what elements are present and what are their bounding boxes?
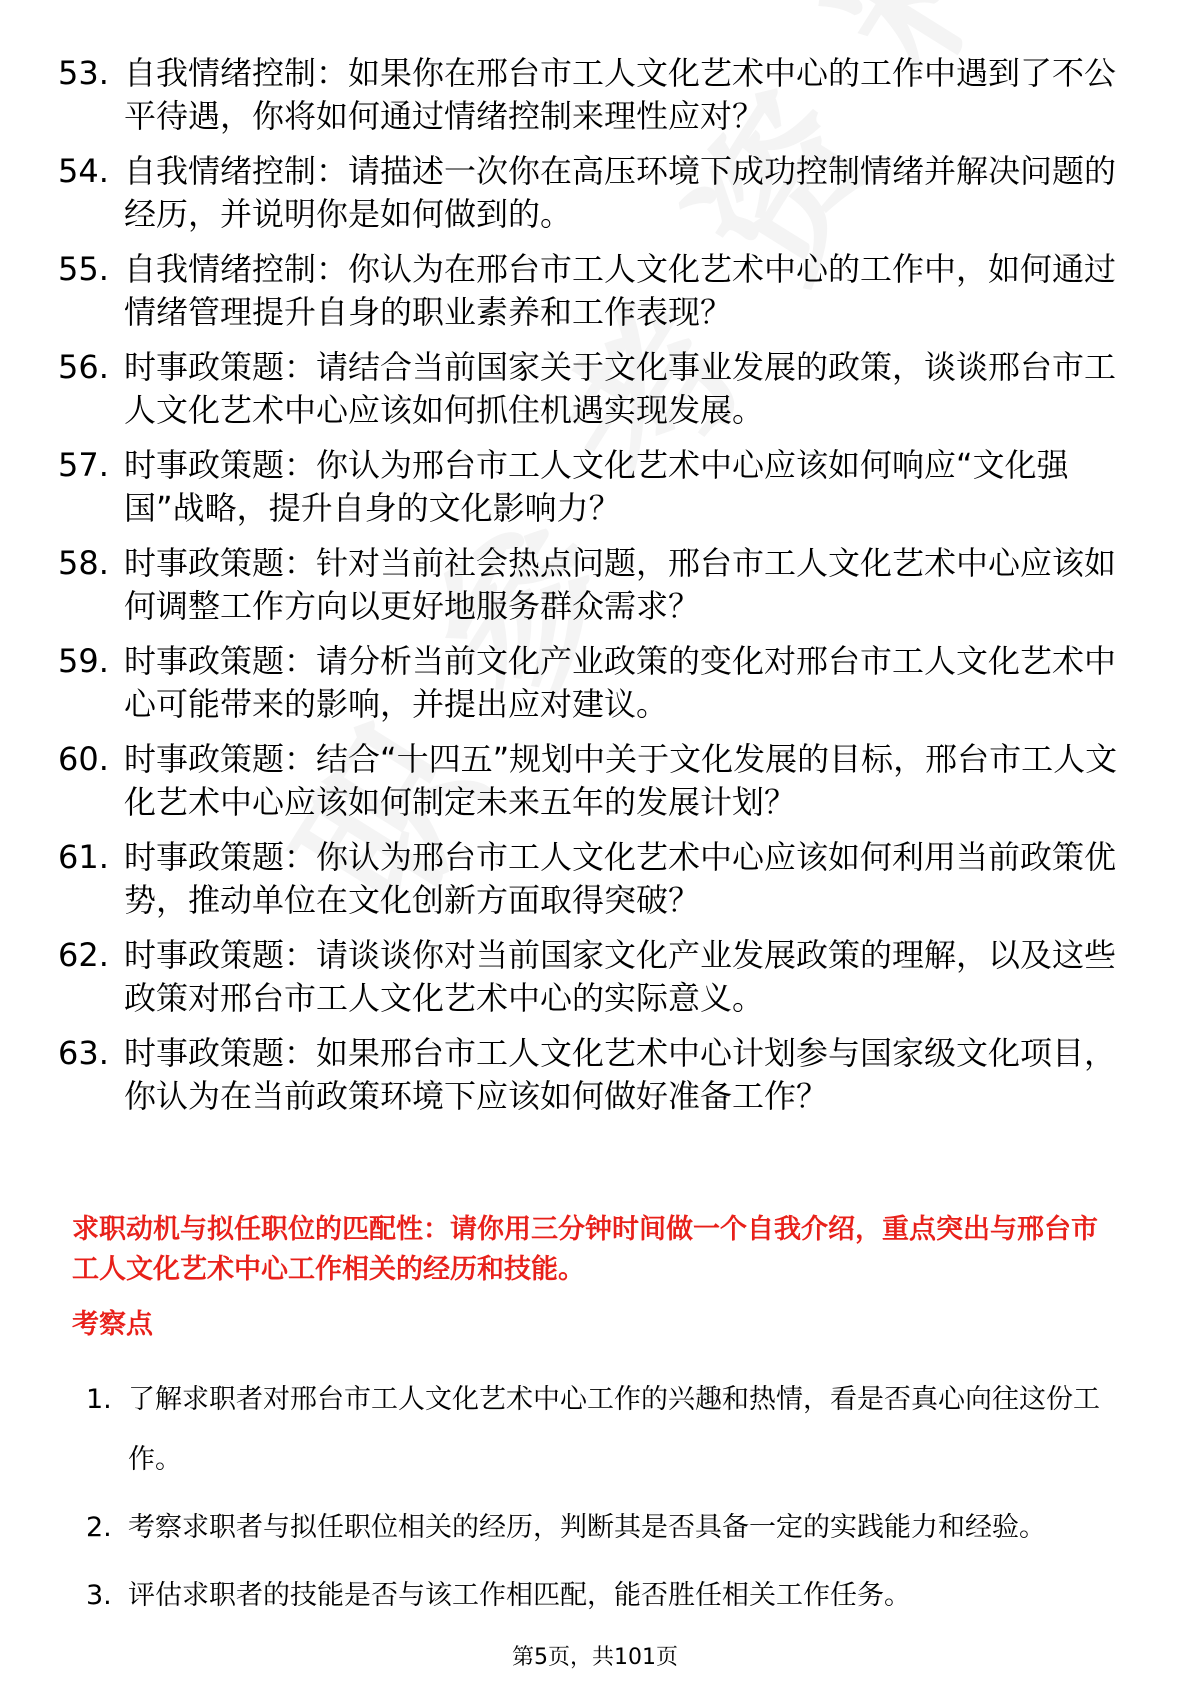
question-text: 自我情绪控制：如果你在邢台市工人文化艺术中心的工作中遇到了不公平待遇，你将如何通过情绪控制来理性应对？ [124, 54, 1117, 135]
question-text: 时事政策题：你认为邢台市工人文化艺术中心应该如何利用当前政策优势，推动单位在文化创新方面取得突破？ [124, 838, 1117, 919]
question-item [58, 444, 1128, 530]
points-list [86, 1370, 1126, 1634]
question-number: 57. [58, 446, 109, 484]
question-number: 63. [58, 1034, 109, 1072]
question-text: 时事政策题：你认为邢台市工人文化艺术中心应该如何响应“文化强国”战略，提升自身的文化影响力？ [124, 446, 1069, 527]
question-number: 53. [58, 54, 109, 92]
point-text: 评估求职者的技能是否与该工作相匹配，能否胜任相关工作任务。 [128, 1580, 911, 1611]
point-number: 3. [86, 1580, 112, 1611]
question-number: 56. [58, 348, 109, 386]
question-text: 时事政策题：针对当前社会热点问题，邢台市工人文化艺术中心应该如何调整工作方向以更好地服务群众需求？ [124, 544, 1117, 625]
question-item [58, 738, 1128, 824]
question-item [58, 248, 1128, 334]
question-item [58, 542, 1128, 628]
highlight-question: 求职动机与拟任职位的匹配性：请你用三分钟时间做一个自我介绍，重点突出与邢台市工人文化艺术中心工作相关的经历和技能。 [72, 1214, 1098, 1285]
point-text: 了解求职者对邢台市工人文化艺术中心工作的兴趣和热情，看是否真心向往这份工作。 [128, 1384, 1100, 1475]
question-text: 自我情绪控制：请描述一次你在高压环境下成功控制情绪并解决问题的经历，并说明你是如何做到的。 [124, 152, 1117, 233]
question-text: 时事政策题：结合“十四五”规划中关于文化发展的目标，邢台市工人文化艺术中心应该如何制定未来五年的发展计划？ [124, 740, 1118, 821]
question-item [58, 52, 1128, 138]
question-item [58, 346, 1128, 432]
point-item [86, 1370, 1126, 1490]
question-number: 54. [58, 152, 109, 190]
page-footer: 第5页，共101页 [512, 1645, 678, 1670]
point-number: 2. [86, 1512, 112, 1543]
question-number: 55. [58, 250, 109, 288]
point-text: 考察求职者与拟任职位相关的经历，判断其是否具备一定的实践能力和经验。 [128, 1512, 1046, 1543]
question-text: 时事政策题：请分析当前文化产业政策的变化对邢台市工人文化艺术中心可能带来的影响，并提出应对建议。 [124, 642, 1117, 723]
question-text: 时事政策题：请谈谈你对当前国家文化产业发展政策的理解，以及这些政策对邢台市工人文化艺术中心的实际意义。 [124, 936, 1117, 1017]
question-number: 58. [58, 544, 109, 582]
point-item [86, 1566, 1126, 1626]
question-list [58, 52, 1128, 1130]
question-item [58, 836, 1128, 922]
question-item [58, 1032, 1128, 1118]
points-title: 考察点 [72, 1309, 153, 1340]
point-number: 1. [86, 1384, 112, 1415]
question-number: 62. [58, 936, 109, 974]
question-text: 时事政策题：如果邢台市工人文化艺术中心计划参与国家级文化项目，你认为在当前政策环境下应该如何做好准备工作？ [124, 1034, 1117, 1115]
question-number: 59. [58, 642, 109, 680]
question-number: 61. [58, 838, 109, 876]
question-item [58, 640, 1128, 726]
point-item [86, 1498, 1126, 1558]
question-number: 60. [58, 740, 109, 778]
question-text: 自我情绪控制：你认为在邢台市工人文化艺术中心的工作中，如何通过情绪管理提升自身的职业素养和工作表现？ [124, 250, 1117, 331]
question-text: 时事政策题：请结合当前国家关于文化事业发展的政策，谈谈邢台市工人文化艺术中心应该如何抓住机遇实现发展。 [124, 348, 1117, 429]
question-item [58, 150, 1128, 236]
question-item [58, 934, 1128, 1020]
